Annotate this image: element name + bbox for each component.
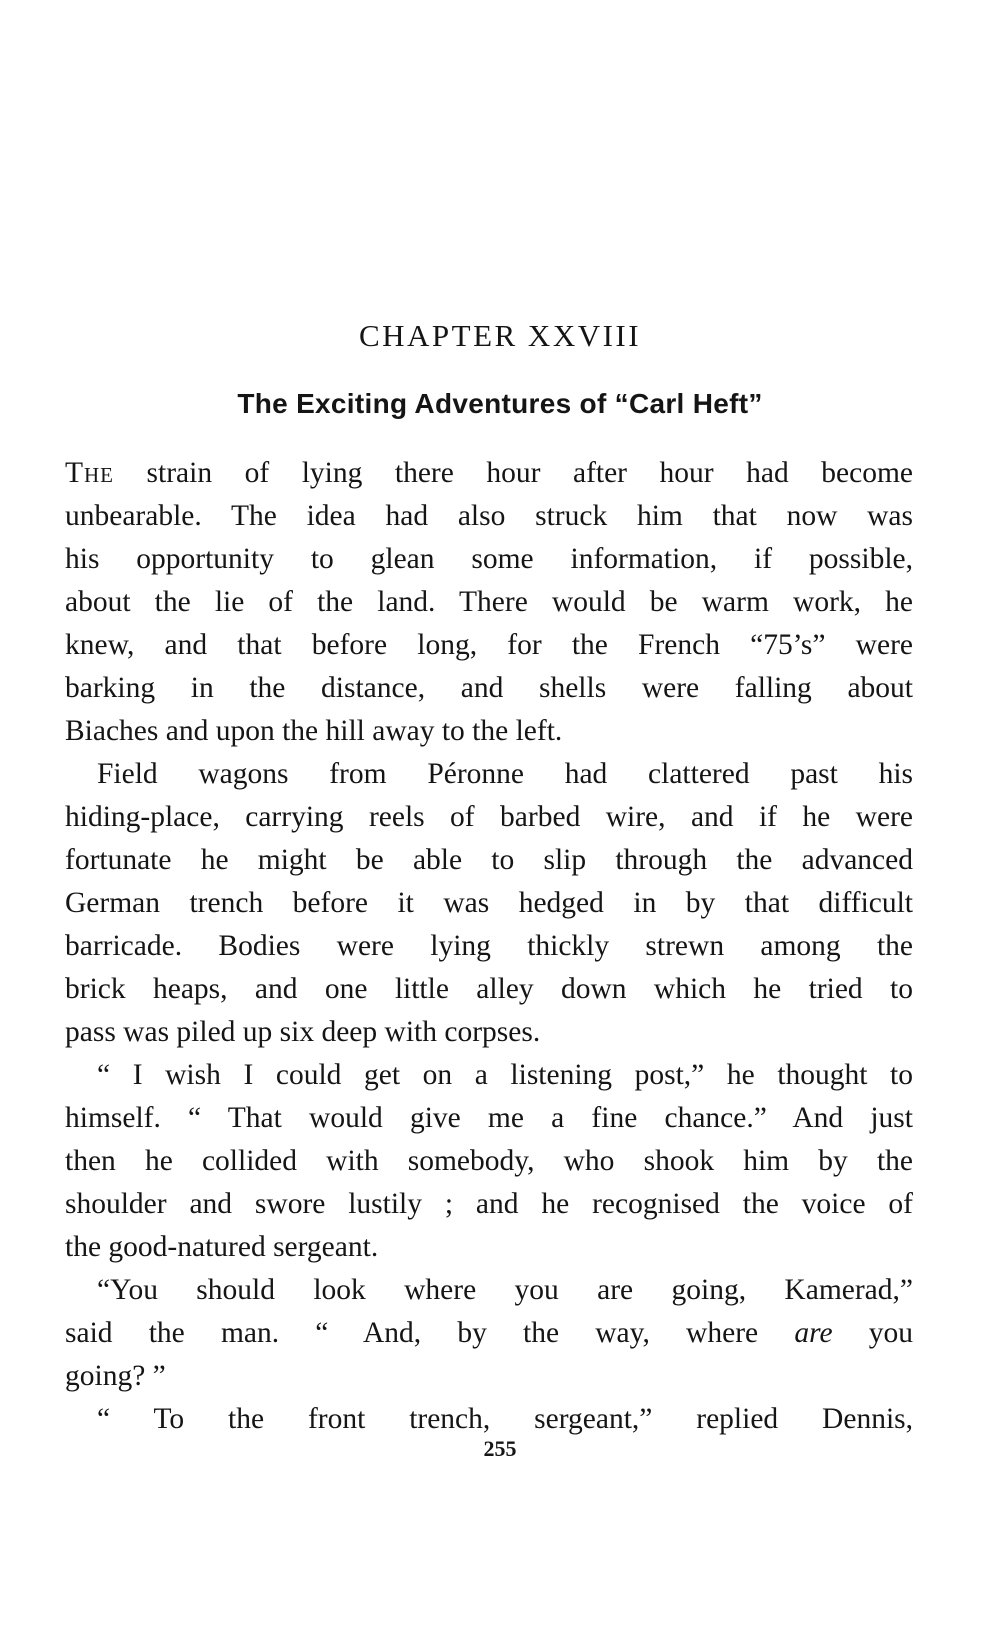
text-line: the good-natured sergeant. [65, 1231, 379, 1263]
text-line [65, 452, 913, 495]
page-number: 255 [483, 1436, 517, 1461]
text-line: German trench before it was hedged in by that difficult [65, 887, 913, 919]
chapter-heading: CHAPTER XXVIII [358, 318, 642, 353]
text-line: himself. “ That would give me a fine chance.” And just [65, 1102, 913, 1134]
text-line: “ I wish I could get on a listening post,” he thought to [97, 1059, 913, 1091]
paragraph [65, 1269, 913, 1398]
opening-word: The [65, 457, 115, 489]
paragraph [65, 753, 913, 1054]
text-line [65, 1312, 913, 1355]
text-line: fortunate he might be able to slip through the advanced [65, 844, 913, 876]
line-text: said the man. “ And, by the way, where [65, 1317, 795, 1349]
chapter-title: The Exciting Adventures of “Carl Heft” [237, 388, 763, 419]
text-line: “ To the front trench, sergeant,” replied Dennis, [97, 1403, 913, 1435]
text-line: going? ” [65, 1360, 166, 1392]
text-line: brick heaps, and one little alley down which he tried to [65, 973, 913, 1005]
body-text [65, 452, 913, 1441]
text-line: hiding-place, carrying reels of barbed wire, and if he were [65, 801, 913, 833]
text-line: pass was piled up six deep with corpses. [65, 1016, 541, 1048]
text-line: then he collided with somebody, who shook him by the [65, 1145, 913, 1177]
paragraph [65, 1398, 913, 1441]
text-line: Biaches and upon the hill away to the left. [65, 715, 563, 747]
text-line: about the lie of the land. There would be warm work, he [65, 586, 913, 618]
text-line: barking in the distance, and shells were falling about [65, 672, 913, 704]
emphasis-word: are [794, 1317, 833, 1349]
text-line: “You should look where you are going, Kamerad,” [97, 1274, 913, 1306]
line-text: you [832, 1317, 913, 1349]
text-line: barricade. Bodies were lying thickly strewn among the [65, 930, 913, 962]
text-line: unbearable. The idea had also struck him that now was [65, 500, 913, 532]
line-text: strain of lying there hour after hour had become [114, 457, 913, 489]
paragraph [65, 1054, 913, 1269]
text-line: shoulder and swore lustily ; and he recognised the voice of [65, 1188, 913, 1220]
text-line: Field wagons from Péronne had clattered past his [97, 758, 913, 790]
text-line: knew, and that before long, for the French “75’s” were [65, 629, 913, 661]
text-line: his opportunity to glean some information, if possible, [65, 543, 913, 575]
paragraph [65, 452, 913, 753]
